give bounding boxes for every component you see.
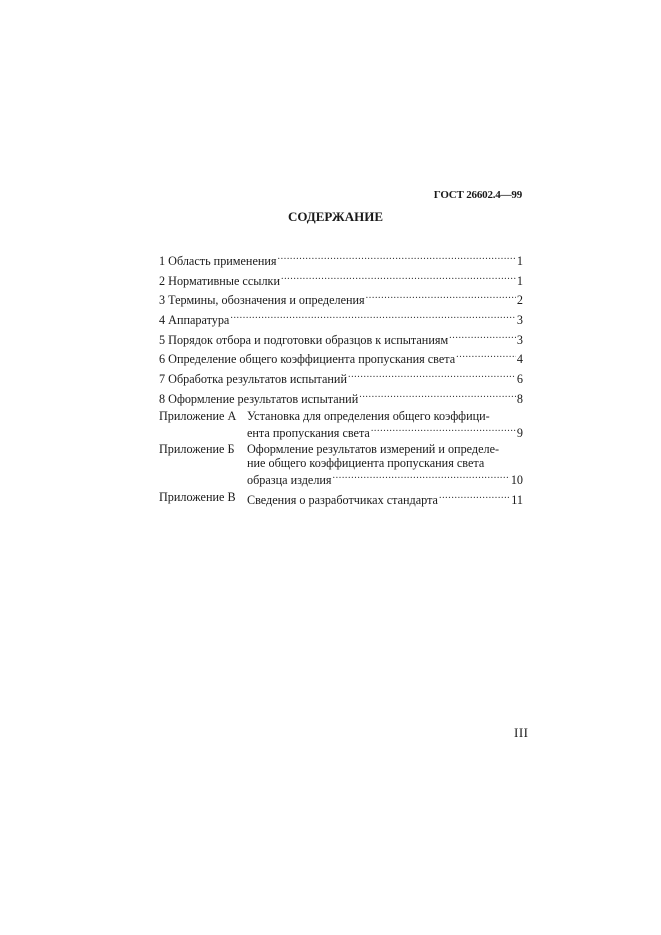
toc-entry-page: 3 <box>516 332 523 347</box>
dot-leader <box>348 369 516 383</box>
toc-entry-5[interactable] <box>159 330 523 347</box>
toc-entry-page: 11 <box>511 492 523 507</box>
appendix-title-line: Сведения о разработчиках стандарта <box>247 492 438 507</box>
appendix-title-line: ента пропускания света <box>247 425 370 440</box>
toc-entry-label: 8 Оформление результатов испытаний <box>159 391 359 406</box>
toc-entry-2[interactable] <box>159 271 523 288</box>
toc-entry-page: 6 <box>516 372 523 387</box>
toc-entry-6[interactable] <box>159 349 523 367</box>
dot-leader <box>281 271 516 285</box>
toc-entry-3[interactable] <box>159 290 523 308</box>
standard-code-header: ГОСТ 26602.4—99 <box>433 189 522 201</box>
dot-leader <box>371 423 516 437</box>
page-title: СОДЕРЖАНИЕ <box>287 209 384 224</box>
toc-entry-page: 2 <box>516 293 523 308</box>
table-of-contents <box>159 251 523 509</box>
page-number: III <box>514 725 529 740</box>
toc-entry-label: 3 Термины, обозначения и определения <box>159 293 365 308</box>
dot-leader <box>366 290 516 304</box>
dot-leader <box>359 389 516 403</box>
toc-appendix-c[interactable] <box>159 489 523 507</box>
toc-entry-label: 6 Определение общего коэффициента пропускания света <box>159 352 456 367</box>
appendix-title-line: ние общего коэффициента пропускания света <box>247 456 485 470</box>
dot-leader <box>456 349 516 363</box>
toc-entry-page: 8 <box>516 391 523 406</box>
toc-entry-label: 4 Аппаратура <box>159 313 230 328</box>
appendix-title-line: Оформление результатов измерений и определе- <box>247 442 500 456</box>
toc-entry-4[interactable] <box>159 310 523 328</box>
toc-entry-8[interactable] <box>159 389 523 406</box>
toc-entry-label: 5 Порядок отбора и подготовки образцов к испытаниям <box>159 332 449 347</box>
toc-entry-page: 10 <box>510 473 523 487</box>
toc-entry-page: 4 <box>516 352 523 367</box>
toc-entry-7[interactable] <box>159 369 523 387</box>
toc-entry-page: 1 <box>516 254 523 268</box>
toc-entry-label: 7 Обработка результатов испытаний <box>159 372 347 387</box>
dot-leader <box>449 330 516 344</box>
appendix-title-line: Установка для определения общего коэффици- <box>247 408 490 423</box>
appendix-key: Приложение В <box>159 489 236 504</box>
appendix-title-line: образца изделия <box>247 473 332 487</box>
dot-leader <box>333 470 510 484</box>
toc-entry-1[interactable] <box>159 251 523 268</box>
appendix-key: Приложение А <box>159 408 237 423</box>
toc-entry-label: 2 Нормативные ссылки <box>159 273 280 288</box>
toc-appendix-b[interactable] <box>159 442 523 487</box>
toc-entry-page: 9 <box>516 425 523 440</box>
appendix-key: Приложение Б <box>159 442 235 456</box>
dot-leader <box>439 490 510 504</box>
toc-appendix-a[interactable] <box>159 408 523 440</box>
toc-entry-label: 1 Область применения <box>159 254 277 268</box>
dot-leader <box>278 251 516 265</box>
toc-entry-page: 3 <box>516 313 523 328</box>
toc-entry-page: 1 <box>516 273 523 288</box>
dot-leader <box>230 310 516 324</box>
